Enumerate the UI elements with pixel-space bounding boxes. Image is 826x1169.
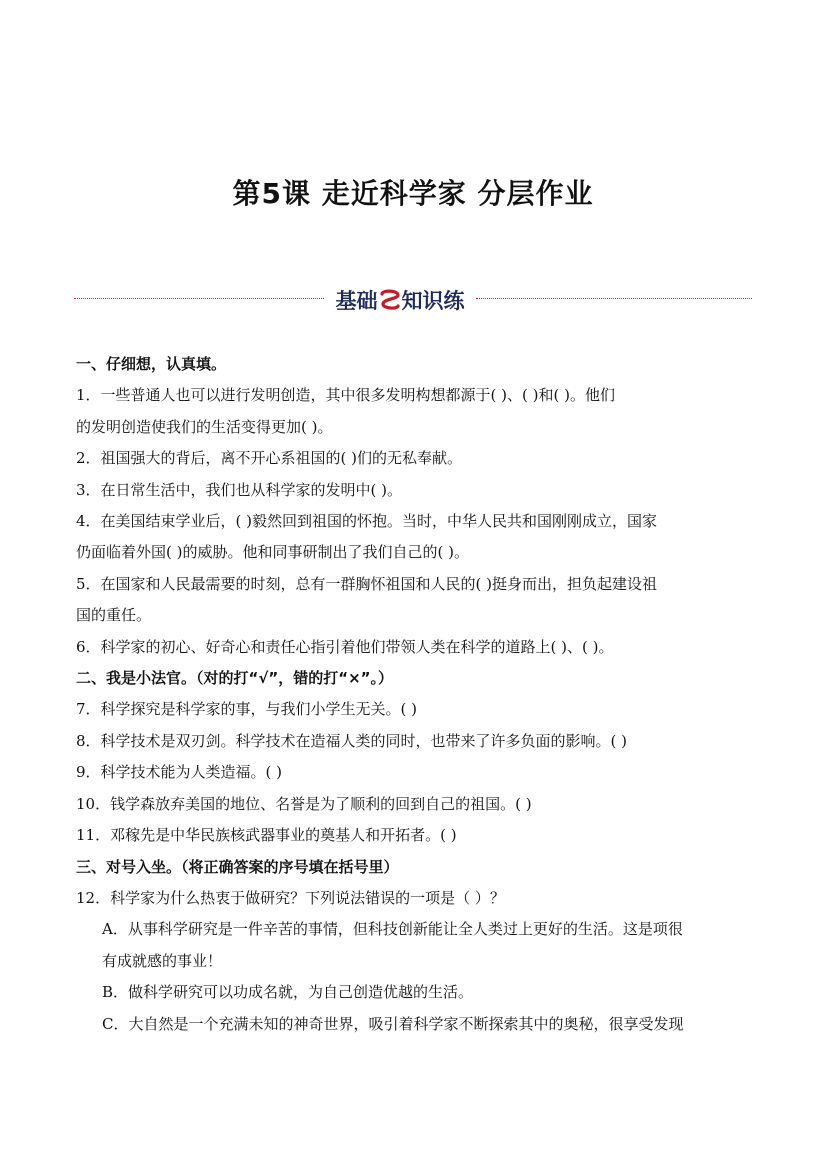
- choice-option-a-continued: 有成就感的事业！: [102, 951, 223, 970]
- section-heading-multiple-choice: 三、对号入坐。（将正确答案的序号填在括号里）: [76, 857, 399, 876]
- banner-label: [324, 284, 476, 316]
- section-heading-fill-in: 一、仔细想，认真填。: [76, 355, 227, 373]
- question-line: 的发明创造使我们的生活变得更加( )。: [76, 417, 333, 436]
- banner-left-text: 基础: [335, 289, 378, 313]
- section-heading-true-false: 二、我是小法官。（对的打“√”，错的打“×”。）: [76, 669, 394, 688]
- section-banner: [74, 284, 752, 316]
- question-line: 4．在美国结束学业后，( )毅然回到祖国的怀抱。当时，中华人民共和国刚刚成立，国家: [76, 512, 658, 531]
- banner-right-text: 知识练: [401, 289, 465, 313]
- banner-divider-left: [74, 298, 324, 299]
- question-line: 3．在日常生活中，我们也从科学家的发明中( )。: [76, 480, 403, 499]
- page-title: 第5课 走近科学家 分层作业: [232, 177, 594, 210]
- question-line: 仍面临着外国( )的威胁。他和同事研制出了我们自己的( )。: [76, 543, 469, 562]
- banner-divider-right: [476, 298, 752, 299]
- question-line: 6．科学家的初心、好奇心和责任心指引着他们带领人类在科学的道路上( )、( )。: [76, 637, 614, 656]
- question-line: 5．在国家和人民最需要的时刻，总有一群胸怀祖国和人民的( )挺身而出，担负起建设祖: [76, 574, 658, 593]
- question-line: 7．科学探究是科学家的事，与我们小学生无关。( ): [76, 700, 418, 719]
- question-line: 12．科学家为什么热衷于做研究？下列说法错误的一项是（ ）？: [76, 888, 505, 907]
- question-line: 1．一些普通人也可以进行发明创造，其中很多发明构想都源于( )、( )和( )。他们: [76, 386, 615, 405]
- question-line: 8．科学技术是双刃剑。科学技术在造福人类的同时，也带来了许多负面的影响。( ): [76, 731, 628, 750]
- ribbon-connector-icon: [379, 288, 401, 312]
- question-line: 9．科学技术能为人类造福。( ): [76, 763, 283, 782]
- choice-option-a: A．从事科学研究是一件辛苦的事情，但科技创新能让全人类过上更好的生活。这是项很: [102, 920, 683, 939]
- question-line: 11．邓稼先是中华民族核武器事业的奠基人和开拓者。( ): [76, 826, 457, 845]
- worksheet-content: [76, 349, 750, 1040]
- question-line: 国的重任。: [76, 606, 152, 625]
- question-line: 10．钱学森放弃美国的地位、名誉是为了顺利的回到自己的祖国。( ): [76, 794, 532, 813]
- choice-option-c: C．大自然是一个充满未知的神奇世界，吸引着科学家不断探索其中的奥秘，很享受发现: [102, 1014, 684, 1033]
- question-line: 2．祖国强大的背后，离不开心系祖国的( )们的无私奉献。: [76, 449, 463, 468]
- choice-option-b: B．做科学研究可以功成名就，为自己创造优越的生活。: [102, 983, 474, 1002]
